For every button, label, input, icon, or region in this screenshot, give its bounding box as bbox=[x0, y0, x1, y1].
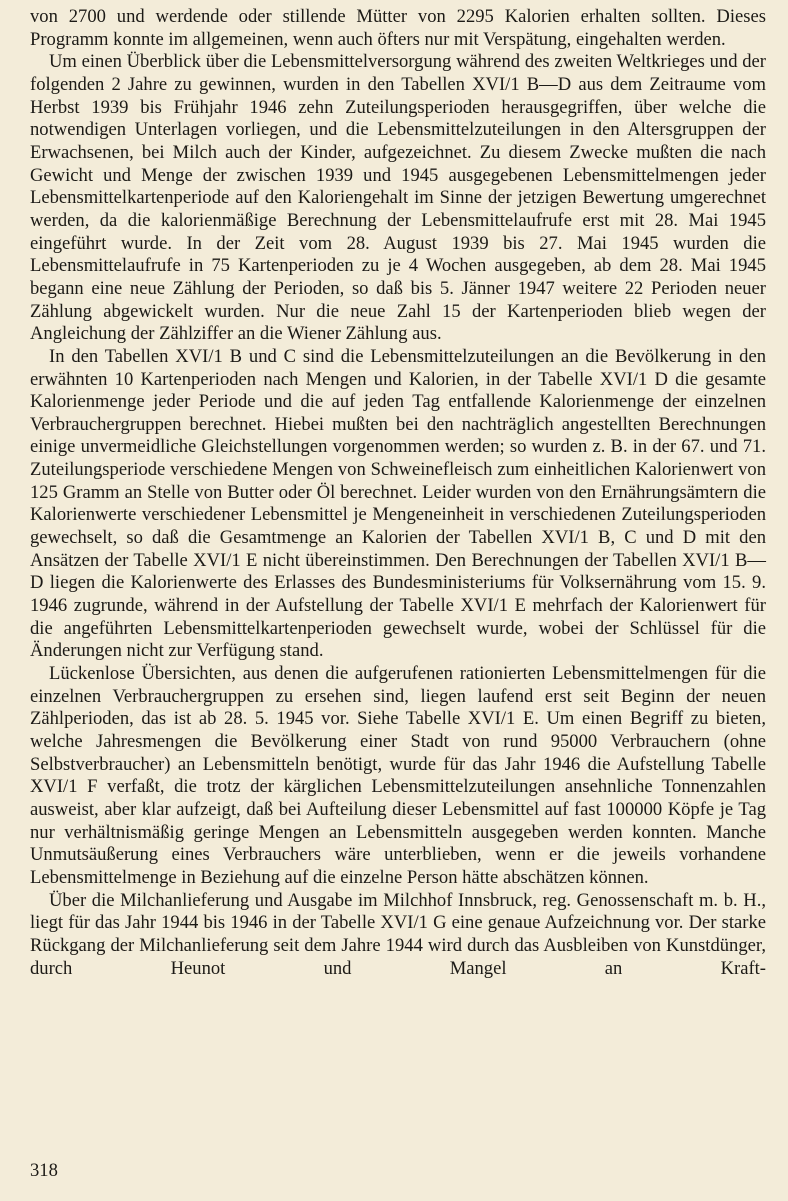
paragraph: Um einen Überblick über die Lebensmittelversorgung während des zweiten Weltkrieges und der folgenden 2 Jahre zu gewinnen, wurden in den Tabellen XVI/1 B—D aus dem Zeitraume vom Herbst 1939 bis Frühjahr 1946 zehn Zuteilungsperioden herausgegriffen, über welche die notwendigen Unterlagen vorliegen, und die Lebensmittelzuteilungen in den Altersgruppen der Erwachsenen, bei Milch auch der Kinder, aufgezeichnet. Zu diesem Zwecke mußten die nach Gewicht und Menge der zwischen 1939 und 1945 ausgegebenen Lebensmittelmengen jeder Lebensmittelkartenperiode auf den Kaloriengehalt im Sinne der jetzigen Bewertung umgerechnet werden, da die kalorienmäßige Berechnung der Lebensmittelaufrufe erst mit 28. Mai 1945 eingeführt wurde. In der Zeit vom 28. August 1939 bis 27. Mai 1945 wurden die Lebensmittelaufrufe in 75 Kartenperioden zu je 4 Wochen ausgegeben, ab dem 28. Mai 1945 begann eine neue Zählung der Perioden, so daß bis 5. Jänner 1947 weitere 22 Perioden neuer Zählung abgewickelt wurden. Nur die neue Zahl 15 der Kartenperioden blieb wegen der Angleichung der Zählziffer an die Wiener Zählung aus. bbox=[30, 51, 766, 345]
page-text-block bbox=[30, 6, 766, 980]
paragraph: Lückenlose Übersichten, aus denen die aufgerufenen rationierten Lebensmittelmengen für die einzelnen Verbrauchergruppen zu ersehen sind, liegen laufend erst seit Beginn der neuen Zählperioden, das ist ab 28. 5. 1945 vor. Siehe Tabelle XVI/1 E. Um einen Begriff zu bieten, welche Jahresmengen die Bevölkerung einer Stadt von rund 95000 Verbrauchern (ohne Selbstverbraucher) an Lebensmitteln benötigt, wurde für das Jahr 1946 die Aufstellung Tabelle XVI/1 F verfaßt, die trotz der kärglichen Lebensmittelzuteilungen ansehnliche Tonnenzahlen ausweist, aber klar aufzeigt, daß bei Aufteilung dieser Lebensmittel auf fast 100000 Köpfe je Tag nur verhältnismäßig geringe Mengen an Lebensmitteln ausgegeben werden konnten. Manche Unmutsäußerung eines Verbrauchers wäre unterblieben, wenn er die jeweils vorhandene Lebensmittelmenge in Beziehung auf die einzelne Person hätte abschätzen können. bbox=[30, 663, 766, 888]
paragraph: von 2700 und werdende oder stillende Mütter von 2295 Kalorien erhalten sollten. Dieses Programm konnte im allgemeinen, wenn auch öfters nur mit Verspätung, eingehalten werden. bbox=[30, 6, 766, 50]
paragraph: Über die Milchanlieferung und Ausgabe im Milchhof Innsbruck, reg. Genossenschaft m. b. H., liegt für das Jahr 1944 bis 1946 in der Tabelle XVI/1 G eine genaue Aufzeichnung vor. Der starke Rückgang der Milchanlieferung seit dem Jahre 1944 wird durch das Ausbleiben von Kunstdünger, durch Heunot und Mangel an Kraft- bbox=[30, 889, 766, 979]
page-number: 318 bbox=[30, 1160, 58, 1181]
paragraph: In den Tabellen XVI/1 B und C sind die Lebensmittelzuteilungen an die Bevölkerung in den erwähnten 10 Kartenperioden nach Mengen und Kalorien, in der Tabelle XVI/1 D die gesamte Kalorienmenge jeder Periode und die auf jeden Tag entfallende Kalorienmenge der einzelnen Verbrauchergruppen berechnet. Hiebei mußten bei den nachträglich angestellten Berechnungen einige unvermeidliche Gleichstellungen vorgenommen werden; so wurden z. B. in der 67. und 71. Zuteilungsperiode verschiedene Mengen von Schweinefleisch zum einheitlichen Kalorienwert von 125 Gramm an Stelle von Butter oder Öl berechnet. Leider wurden von den Ernährungsämtern die Kalorienwerte verschiedener Lebensmittel je Mengeneinheit in verschiedenen Zuteilungsperioden gewechselt, so daß die Gesamtmenge an Kalorien der Tabellen XVI/1 B, C und D mit den Ansätzen der Tabelle XVI/1 E nicht übereinstimmen. Den Berechnungen der Tabellen XVI/1 B—D liegen die Kalorienwerte des Erlasses des Bundesministeriums für Volksernährung vom 15. 9. 1946 zugrunde, während in der Aufstellung der Tabelle XVI/1 E mehrfach der Kalorienwert für die angeführten Lebensmittelkartenperioden gewechselt wurde, wobei der Schlüssel für die Änderungen nicht zur Verfügung stand. bbox=[30, 345, 766, 662]
